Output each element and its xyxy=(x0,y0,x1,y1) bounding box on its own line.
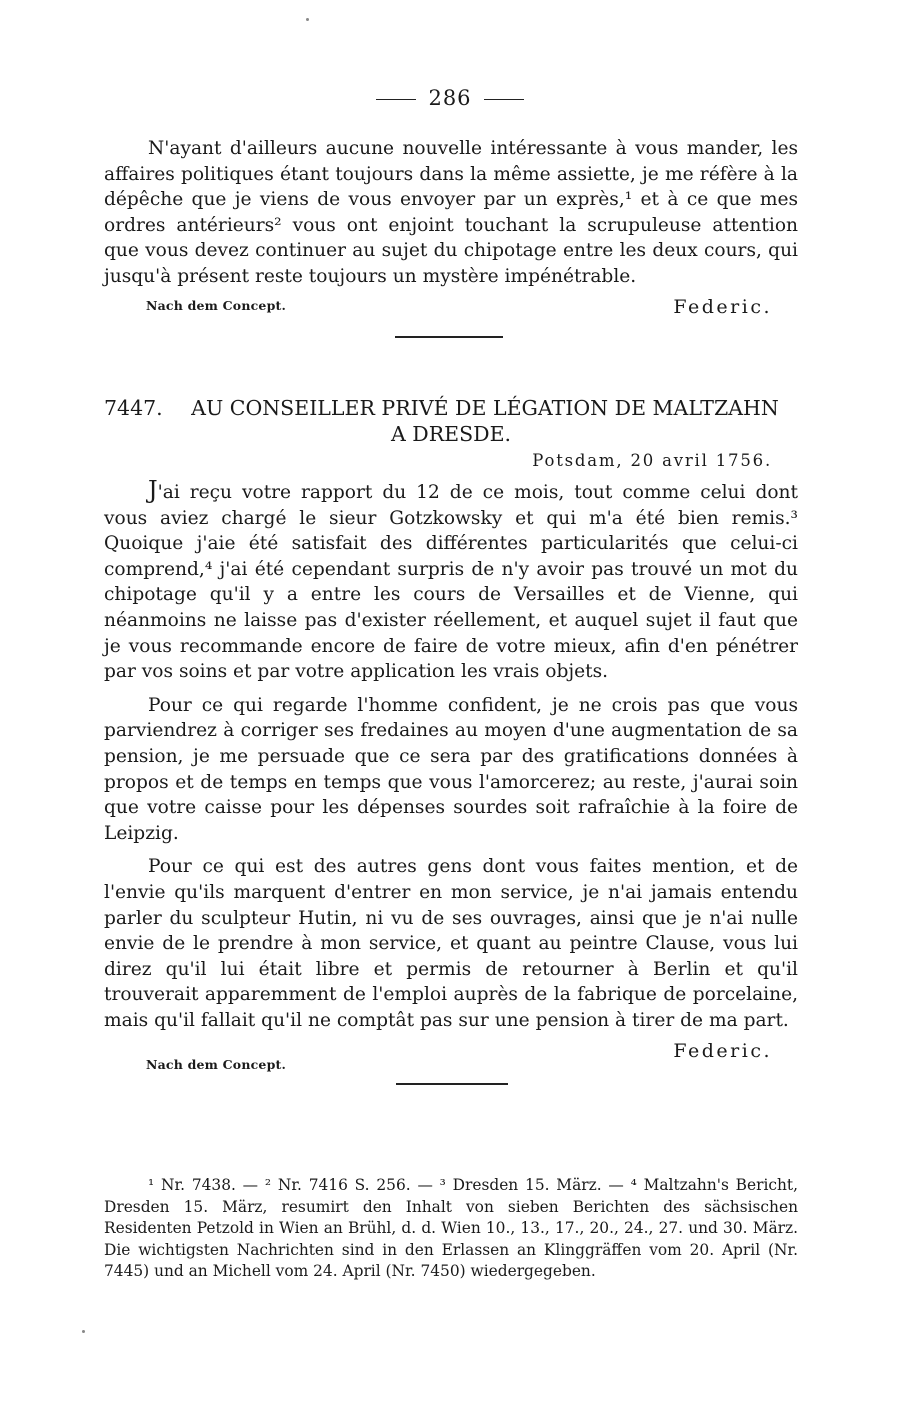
letter-heading-line2: A DRESDE. xyxy=(390,422,512,446)
letter-signature: Federic. xyxy=(673,1040,772,1062)
footnotes-text: ¹ Nr. 7438. — ² Nr. 7416 S. 256. — ³ Dresden 15. März. — ⁴ Maltzahn's Bericht, Dresden 15. März, resumirt den Inhalt von sieben Berichten des sächsischen Residenten Petzold in Wien an Brühl, d. d. Wien 10., 13., 17., 20., 24., 27. und 30. März. Die wichtigsten Nachrichten sind in den Erlassen an Klinggräffen vom 20. April (Nr. 7445) und an Michell vom 24. April (Nr. 7450) wiedergegeben. xyxy=(104,1176,798,1280)
letter-heading-line1: AU CONSEILLER PRIVÉ DE LÉGATION DE MALTZAHN xyxy=(191,396,779,420)
previous-letter-signature: Federic. xyxy=(673,296,772,318)
section-divider-2 xyxy=(396,1083,508,1085)
section-divider-1 xyxy=(395,336,503,338)
scan-speck xyxy=(82,1330,85,1333)
page-number xyxy=(0,86,900,110)
page-number-text: 286 xyxy=(428,86,472,110)
scan-speck xyxy=(306,18,309,21)
previous-letter-source-note: Nach dem Concept. xyxy=(146,298,287,313)
letter-heading xyxy=(104,395,798,447)
previous-letter-paragraph: N'ayant d'ailleurs aucune nouvelle intéressante à vous mander, les affaires politiques étant toujours dans la même assiette, je me réfère à la dépêche que je viens de vous envoyer par un exprès,¹ et à ce que mes ordres antérieurs² vous ont enjoint touchant la scrupuleuse attention que vous devez continuer au sujet du chipotage entre les deux cours, qui jusqu'à présent reste toujours un mystère impénétrable. xyxy=(104,138,798,287)
letter-paragraph-2: Pour ce qui regarde l'homme confident, je ne crois pas que vous parviendrez à corriger ses fredaines au moyen d'une augmentation de sa pension, je me persuade que ce sera par des gratifications données à propos et de temps en temps que vous l'amorcerez; au reste, j'aurai soin que votre caisse pour les dépenses sourdes soit rafraîchie à la foire de Leipzig. xyxy=(104,694,798,844)
letter-source-note: Nach dem Concept. xyxy=(146,1057,287,1072)
page-number-dash-left xyxy=(376,99,416,100)
letter-paragraph-3: Pour ce qui est des autres gens dont vous faites mention, et de l'envie qu'ils marquent d'entrer en mon service, je n'ai jamais entendu parler du sculpteur Hutin, ni vu de ses ouvrages, ainsi que je n'ai nulle envie de le prendre à mon service, et quant au peintre Clause, vous lui direz qu'il lui était libre et permis de retourner à Berlin et qu'il trouverait apparemment de l'emploi auprès de la fabrique de porcelaine, mais qu'il fallait qu'il ne comptât pas sur une pension à tirer de ma part. xyxy=(104,856,798,1031)
letter-dateline: Potsdam, 20 avril 1756. xyxy=(532,451,772,470)
letter-paragraph-1-text: 'ai reçu votre rapport du 12 de ce mois, tout comme celui dont vous aviez chargé le sieur Gotzkowsky et qui m'a été bien remis.³ Quoique j'aie été satisfait des différentes particularités que celui-ci comprend,⁴ j'ai été cependant surpris de n'y avoir pas trouvé un mot du chipotage qu'il y a entre les cours de Versailles et de Vienne, qui néanmoins ne laisse pas d'exister réellement, et auquel sujet il faut que je vous recommande encore de faire de votre mieux, afin d'en pénétrer par vos soins et par votre application les vrais objets. xyxy=(104,482,798,683)
letter-dropcap: J xyxy=(148,476,158,504)
footnotes xyxy=(104,1175,798,1283)
letter-number: 7447. xyxy=(104,396,163,420)
letter-body xyxy=(104,478,798,1033)
page-number-dash-right xyxy=(484,99,524,100)
letter-paragraph-1 xyxy=(104,478,798,685)
previous-letter-body xyxy=(104,136,798,290)
